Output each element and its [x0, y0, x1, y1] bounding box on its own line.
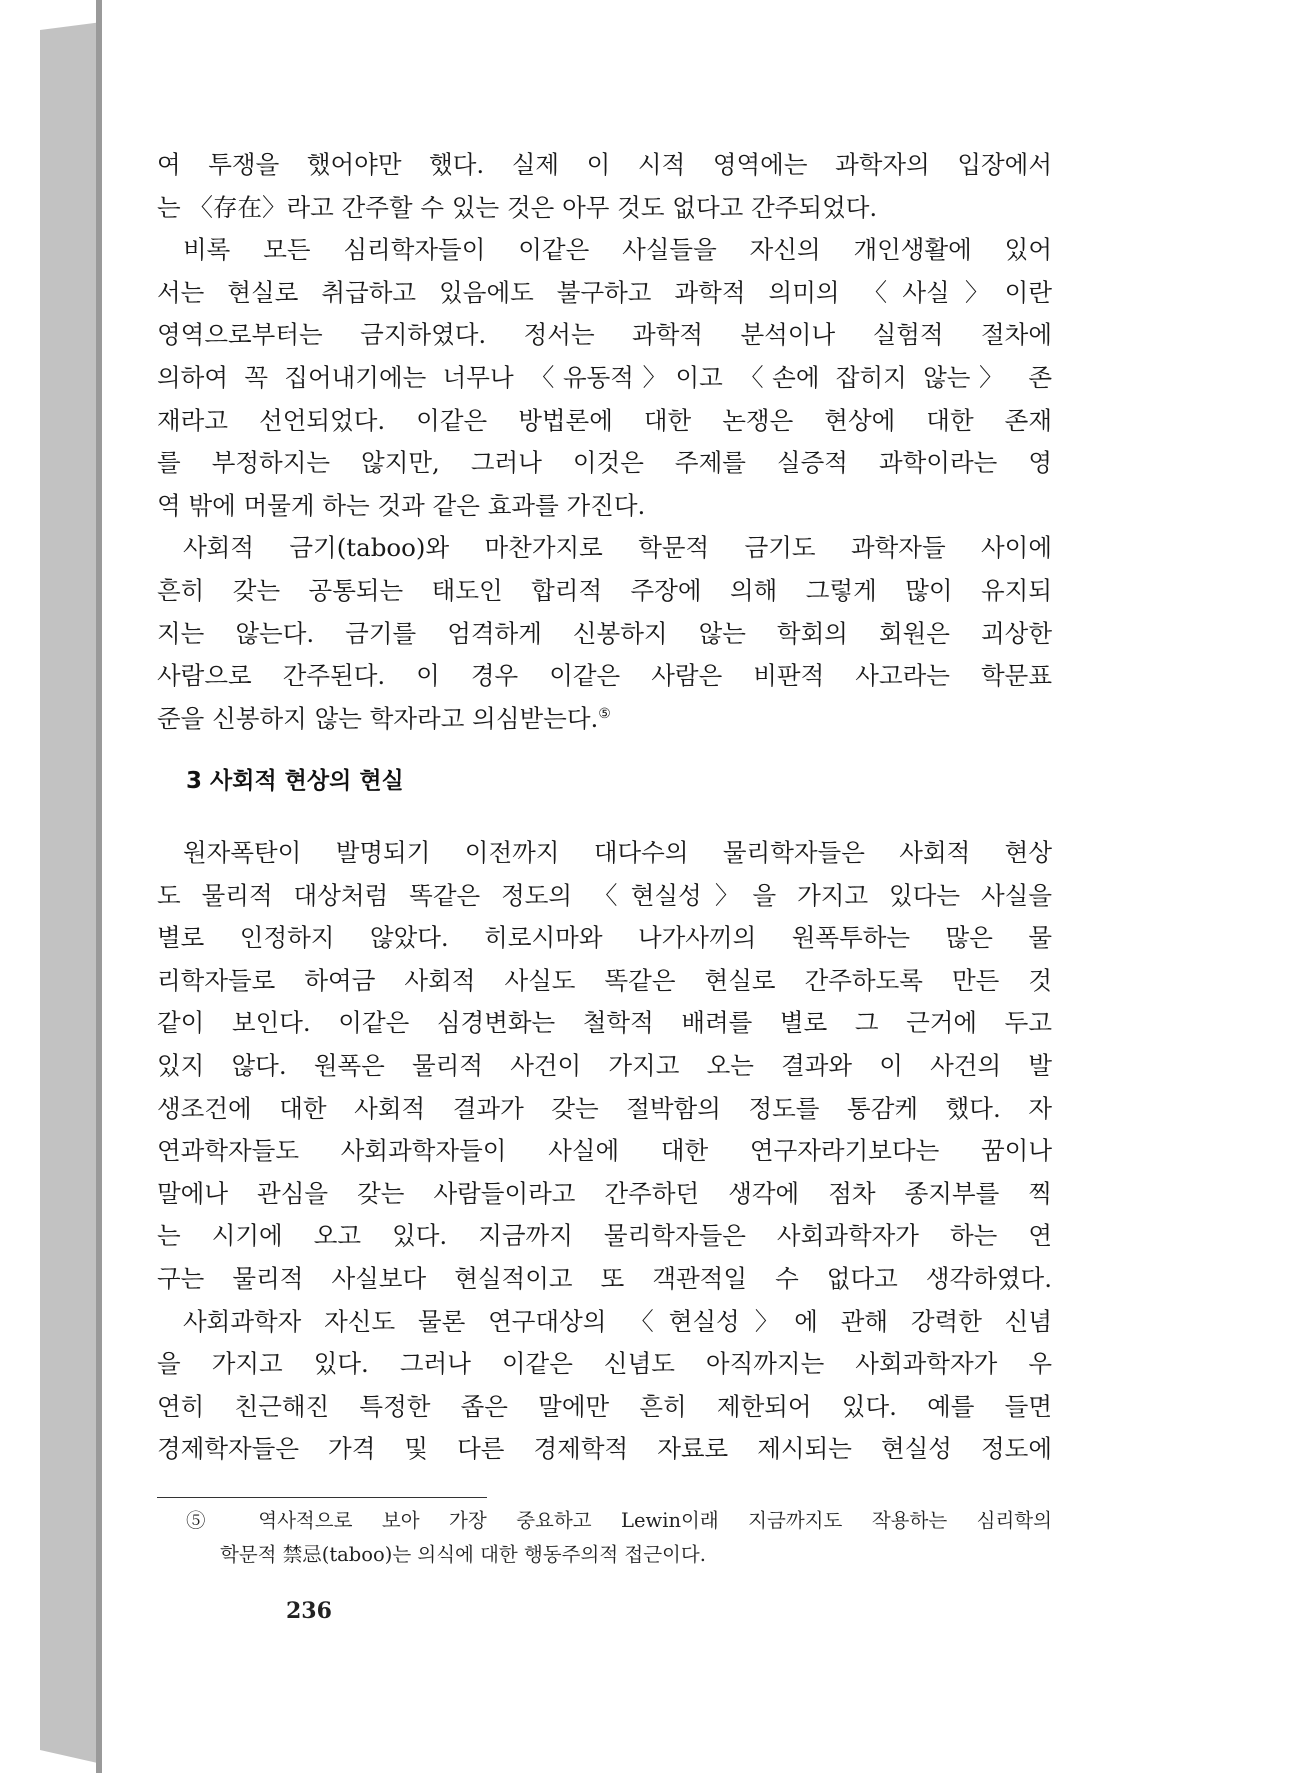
text-line: 별로 인정하지 않았다. 히로시마와 나가사끼의 원폭투하는 많은 물	[157, 923, 1052, 953]
text-line: 서는 현실로 취급하고 있음에도 불구하고 과학적 의미의 〈사실〉이란	[157, 277, 1052, 307]
text-line: 의하여 꼭 집어내기에는 너무나 〈유동적〉이고 〈손에 잡히지 않는〉 존	[157, 362, 1052, 392]
text-line: 비록 모든 심리학자들이 이같은 사실들을 자신의 개인생활에 있어	[183, 235, 1052, 265]
text-line-content: 준을 신봉하지 않는 학자라고 의심받는다.	[157, 703, 599, 733]
text-line: 경제학자들은 가격 및 다른 경제학적 자료로 제시되는 현실성 정도에	[157, 1434, 1052, 1464]
footnote-marker: ⑤	[598, 705, 611, 722]
body-text-top	[157, 144, 1052, 740]
text-line: 있지 않다. 원폭은 물리적 사건이 가지고 오는 결과와 이 사건의 발	[157, 1050, 1052, 1080]
text-line: 말에나 관심을 갖는 사람들이라고 간주하던 생각에 점차 종지부를 찍	[157, 1178, 1052, 1208]
text-line: 연과학자들도 사회과학자들이 사실에 대한 연구자라기보다는 꿈이나	[157, 1136, 1052, 1166]
text-line: 를 부정하지는 않지만, 그러나 이것은 주제를 실증적 과학이라는 영	[157, 448, 1052, 478]
text-line: 지는 않는다. 금기를 엄격하게 신봉하지 않는 학회의 회원은 괴상한	[157, 618, 1052, 648]
book-spine	[40, 22, 102, 1764]
footnote-rule	[157, 1497, 487, 1498]
text-line: 사회적 금기(taboo)와 마찬가지로 학문적 금기도 과학자들 사이에	[183, 533, 1052, 563]
text-line: 흔히 갖는 공통되는 태도인 합리적 주장에 의해 그렇게 많이 유지되	[157, 575, 1052, 605]
text-line: 연히 친근해진 특정한 좁은 말에만 흔히 제한되어 있다. 예를 들면	[157, 1391, 1052, 1421]
section-heading: 3 사회적 현상의 현실	[186, 768, 404, 794]
footnote	[186, 1504, 1052, 1572]
text-line: 사회과학자 자신도 물론 연구대상의 〈현실성〉에 관해 강력한 신념	[183, 1306, 1052, 1336]
text-line: 는 〈存在〉라고 간주할 수 있는 것은 아무 것도 없다고 간주되었다.	[157, 192, 878, 222]
text-line: 역 밖에 머물게 하는 것과 같은 효과를 가진다.	[157, 490, 646, 520]
body-text-bottom	[157, 832, 1052, 1471]
text-line: 생조건에 대한 사회적 결과가 갖는 절박함의 정도를 통감케 했다. 자	[157, 1093, 1052, 1123]
text-line: 영역으로부터는 금지하였다. 정서는 과학적 분석이나 실험적 절차에	[157, 320, 1052, 350]
text-line: 구는 물리적 사실보다 현실적이고 또 객관적일 수 없다고 생각하였다.	[157, 1263, 1052, 1293]
text-line: 는 시기에 오고 있다. 지금까지 물리학자들은 사회과학자가 하는 연	[157, 1221, 1052, 1251]
text-line: 을 가지고 있다. 그러나 이같은 신념도 아직까지는 사회과학자가 우	[157, 1349, 1052, 1379]
text-line: 도 물리적 대상처럼 똑같은 정도의 〈현실성〉을 가지고 있다는 사실을	[157, 880, 1052, 910]
page-number: 236	[286, 1598, 332, 1624]
text-line: 여 투쟁을 했어야만 했다. 실제 이 시적 영역에는 과학자의 입장에서	[157, 150, 1052, 179]
text-line: 같이 보인다. 이같은 심경변화는 철학적 배려를 별로 그 근거에 두고	[157, 1008, 1052, 1038]
text-line: 사람으로 간주된다. 이 경우 이같은 사람은 비판적 사고라는 학문표	[157, 661, 1052, 691]
text-line	[157, 698, 1052, 741]
footnote-line: 학문적 禁忌(taboo)는 의식에 대한 행동주의적 접근이다.	[220, 1543, 706, 1566]
footnote-line: ⑤ 역사적으로 보아 가장 중요하고 Lewin이래 지금까지도 작용하는 심리학의	[186, 1509, 1052, 1532]
text-line: 원자폭탄이 발명되기 이전까지 대다수의 물리학자들은 사회적 현상	[183, 838, 1052, 867]
text-line: 리학자들로 하여금 사회적 사실도 똑같은 현실로 간주하도록 만든 것	[157, 965, 1052, 995]
text-line: 재라고 선언되었다. 이같은 방법론에 대한 논쟁은 현상에 대한 존재	[157, 405, 1052, 435]
